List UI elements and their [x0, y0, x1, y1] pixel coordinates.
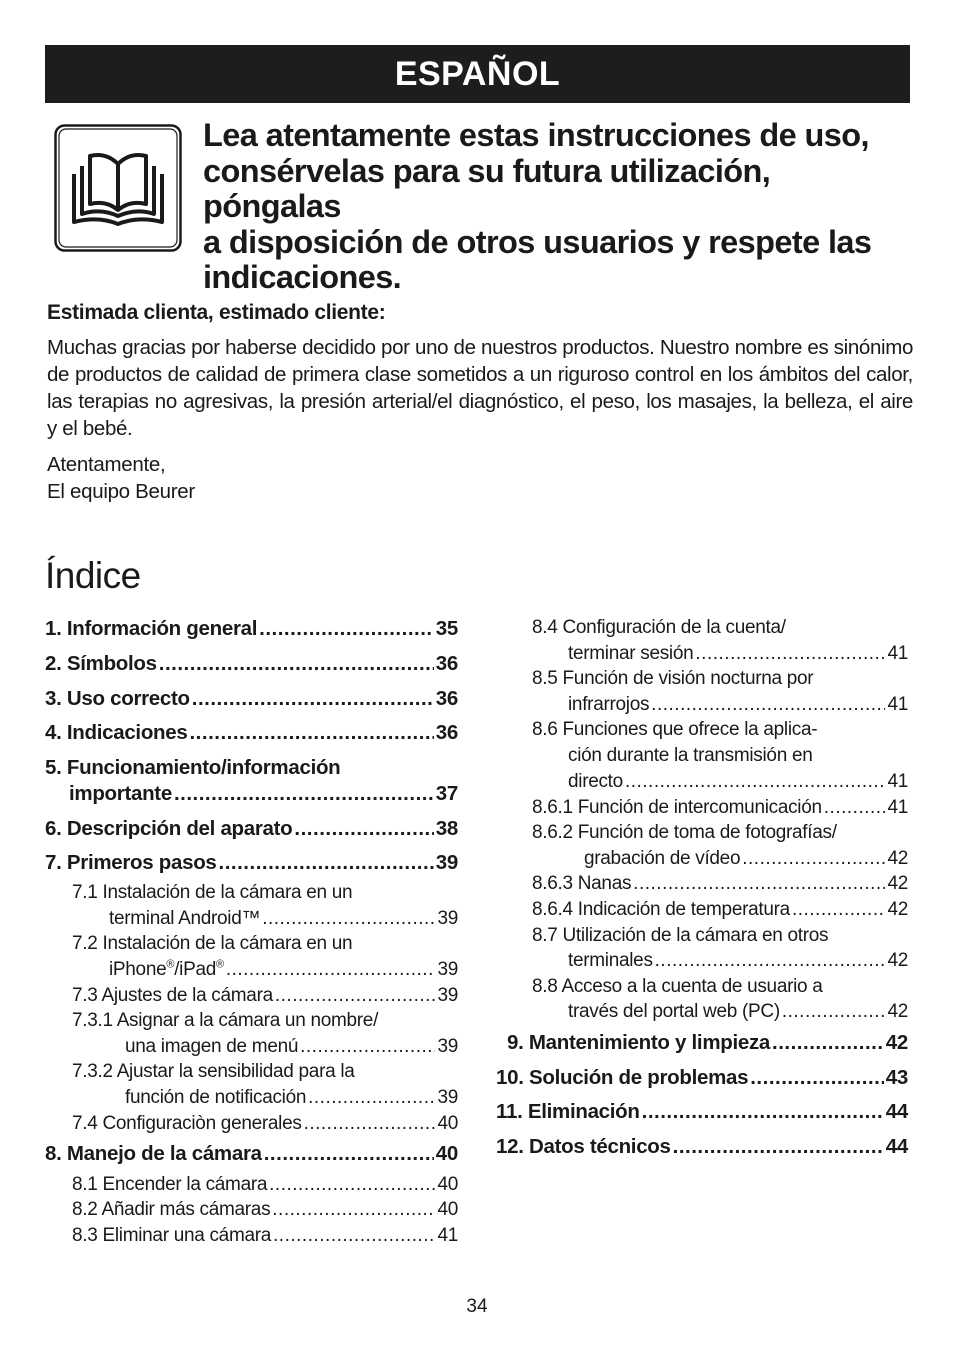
- toc-entry-label: través del portal web (PC): [568, 1001, 780, 1022]
- toc-entry-label: 6. Descripción del aparato: [45, 817, 293, 840]
- toc-entry-label: 8.6.4 Indicación de temperatura: [532, 899, 790, 920]
- language-banner: [45, 45, 910, 103]
- toc-entry-label: función de notificación: [125, 1087, 307, 1108]
- toc-entry-page: 42: [887, 899, 908, 920]
- toc-entry[interactable]: [45, 617, 458, 641]
- toc-entry-label-line[interactable]: 7.3.1 Asignar a la cámara un nombre/: [72, 1010, 379, 1031]
- toc-entry-page: 41: [887, 771, 908, 792]
- toc-entry-label: 11. Eliminación: [496, 1100, 640, 1123]
- toc-entry-label: importante: [69, 782, 172, 805]
- index-title: Índice: [45, 555, 141, 596]
- toc-entry[interactable]: [125, 1036, 458, 1058]
- toc-entry-page: 38: [435, 817, 458, 840]
- toc-entry-label: 8. Manejo de la cámara: [45, 1142, 262, 1165]
- toc-entry[interactable]: [109, 908, 458, 930]
- toc-entry-label-line[interactable]: ción durante la transmisión en: [568, 745, 813, 766]
- toc-entry[interactable]: [45, 687, 458, 711]
- toc-entry[interactable]: [72, 1113, 458, 1135]
- toc-entry-page: 40: [435, 1142, 458, 1165]
- toc-entry-page: 40: [437, 1199, 458, 1220]
- intro-heading-line: Lea atentamente estas instrucciones de uso,: [203, 117, 869, 153]
- toc-entry-page: 39: [437, 985, 458, 1006]
- toc-entry-label: grabación de vídeo: [584, 848, 741, 869]
- toc-entry-label: 8.6.3 Nanas: [532, 873, 632, 894]
- toc-entry-page: 42: [887, 950, 908, 971]
- toc-entry-label: 12. Datos técnicos: [496, 1135, 671, 1158]
- toc-entry[interactable]: [45, 851, 458, 875]
- toc-entry[interactable]: [72, 1174, 458, 1196]
- toc-entry-page: 41: [887, 797, 908, 818]
- language-title: ESPAÑOL: [394, 54, 561, 93]
- toc-entry-label: una imagen de menú: [125, 1036, 299, 1057]
- toc-entry-page: 41: [887, 694, 908, 715]
- toc-entry-label-line[interactable]: 8.5 Función de visión nocturna por: [532, 668, 814, 689]
- toc-entry[interactable]: [45, 1142, 458, 1166]
- toc-entry-page: 39: [437, 908, 458, 929]
- toc-entry[interactable]: [568, 771, 908, 793]
- page-number: 34: [466, 1296, 488, 1317]
- toc-entry[interactable]: [532, 797, 908, 819]
- toc-entry-label: 1. Información general: [45, 617, 258, 640]
- toc-entry-label: 7.3 Ajustes de la cámara: [72, 985, 273, 1006]
- toc-entry-label-line[interactable]: 5. Funcionamiento/información: [45, 756, 341, 779]
- toc-entry-label: terminar sesión: [568, 643, 694, 664]
- toc-entry[interactable]: [496, 1066, 908, 1090]
- toc-entry-page: 40: [437, 1113, 458, 1134]
- toc-entry-label-line[interactable]: 7.3.2 Ajustar la sensibilidad para la: [72, 1061, 355, 1082]
- toc-entry-page: 41: [437, 1225, 458, 1246]
- intro-heading-line: consérvelas para su futura utilización, póngalas: [203, 152, 771, 224]
- toc-entry-page: 37: [435, 782, 458, 805]
- toc-entry-page: 39: [437, 959, 458, 980]
- toc-entry-page: 41: [887, 643, 908, 664]
- toc-entry-page: 40: [437, 1174, 458, 1195]
- toc-entry-label: 8.2 Añadir más cámaras: [72, 1199, 271, 1220]
- toc-entry-label: 8.1 Encender la cámara: [72, 1174, 268, 1195]
- toc-entry[interactable]: [45, 817, 458, 841]
- intro-heading-line: a disposición de otros usuarios y respete las: [203, 223, 872, 260]
- toc-entry-page: 43: [885, 1066, 908, 1089]
- toc-entry[interactable]: [109, 959, 458, 981]
- toc-entry-label: terminales: [568, 950, 653, 971]
- toc-entry[interactable]: [72, 1199, 458, 1221]
- toc-entry-page: 36: [435, 721, 458, 744]
- closing: Atentamente,: [47, 453, 166, 476]
- toc-entry[interactable]: [496, 1100, 908, 1124]
- toc-entry-label-line[interactable]: 8.6.2 Función de toma de fotografías/: [532, 822, 837, 843]
- toc-entry-label: terminal Android™: [109, 908, 261, 929]
- toc-entry-page: 36: [435, 652, 458, 675]
- toc-entry-page: 44: [885, 1135, 908, 1158]
- toc-entry-page: 44: [885, 1100, 908, 1123]
- intro-heading: [203, 118, 915, 296]
- toc-entry-label: 8.3 Eliminar una cámara: [72, 1225, 272, 1246]
- toc-entry-label: 3. Uso correcto: [45, 687, 190, 710]
- toc-entry-label: directo: [568, 771, 623, 792]
- toc-entry-page: 39: [437, 1036, 458, 1057]
- letter-body: Muchas gracias por haberse decidido por uno de nuestros productos. Nuestro nombre es sinónimo de productos de calidad de primera clase sometidos a un riguroso control en los ámbitos del calor, las terapias no agresivas, la presión arterial/el diagnóstico, el peso, los masajes, la belleza, el aire y el bebé.: [47, 336, 913, 440]
- toc-entry[interactable]: [532, 873, 908, 895]
- toc-entry-label-line[interactable]: 7.1 Instalación de la cámara en un: [72, 882, 353, 903]
- toc-entry[interactable]: [45, 721, 458, 745]
- toc-entry-label-line[interactable]: 7.2 Instalación de la cámara en un: [72, 933, 353, 954]
- toc-entry-page: 39: [435, 851, 458, 874]
- toc-entry[interactable]: [532, 899, 908, 921]
- toc-entry-label-line[interactable]: 8.6 Funciones que ofrece la aplica-: [532, 719, 818, 740]
- toc-entry[interactable]: [507, 1031, 908, 1055]
- toc-entry-label: 8.6.1 Función de intercomunicación: [532, 797, 822, 818]
- toc-entry[interactable]: [496, 1135, 908, 1159]
- toc-entry-page: 39: [437, 1087, 458, 1108]
- toc-entry-label: 4. Indicaciones: [45, 721, 188, 744]
- intro-heading-line: indicaciones.: [203, 259, 402, 295]
- toc-entry[interactable]: [568, 1001, 908, 1023]
- signoff: [47, 451, 195, 505]
- toc-entry-label-line[interactable]: 8.4 Configuración de la cuenta/: [532, 617, 786, 638]
- toc-entry-page: 36: [435, 687, 458, 710]
- toc-entry[interactable]: [568, 950, 908, 972]
- toc-entry-label: 10. Solución de problemas: [496, 1066, 749, 1089]
- toc-entry-label: 9. Mantenimiento y limpieza: [507, 1031, 771, 1054]
- toc-entry-label: infrarrojos: [568, 694, 650, 715]
- toc-entry-label-line[interactable]: 8.7 Utilización de la cámara en otros: [532, 925, 829, 946]
- toc-entry-label: 7.4 Configuraciòn generales: [72, 1113, 302, 1134]
- toc-entry-label: iPhone®/iPad®: [109, 958, 224, 980]
- toc-entry-label: 2. Símbolos: [45, 652, 157, 675]
- toc-entry-label-line[interactable]: 8.8 Acceso a la cuenta de usuario a: [532, 976, 823, 997]
- toc-entry-page: 42: [887, 848, 908, 869]
- book-icon: [54, 124, 182, 252]
- signature: El equipo Beurer: [47, 480, 195, 503]
- toc-entry-page: 35: [435, 617, 458, 640]
- toc-entry-page: 42: [887, 873, 908, 894]
- toc-entry-label: 7. Primeros pasos: [45, 851, 217, 874]
- toc-entry[interactable]: [584, 848, 908, 870]
- toc-entry[interactable]: [72, 1225, 458, 1247]
- toc-entry[interactable]: [568, 694, 908, 716]
- greeting: Estimada clienta, estimado cliente:: [47, 301, 386, 324]
- toc-entry[interactable]: [568, 643, 908, 665]
- toc-entry-page: 42: [887, 1001, 908, 1022]
- toc-entry-page: 42: [885, 1031, 908, 1054]
- toc-entry[interactable]: [125, 1087, 458, 1109]
- toc-entry[interactable]: [72, 985, 458, 1007]
- toc-entry[interactable]: [45, 652, 458, 676]
- toc-entry[interactable]: [69, 782, 458, 806]
